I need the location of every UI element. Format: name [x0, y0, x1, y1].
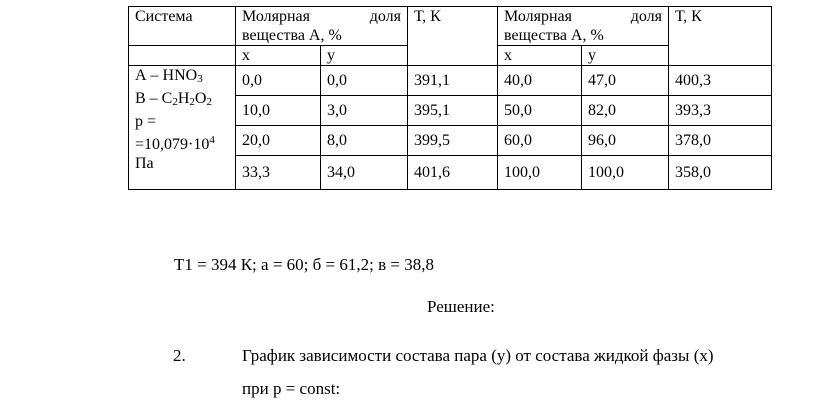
- table-cell: 96,0: [582, 126, 669, 156]
- table-cell: 47,0: [582, 66, 669, 96]
- table-cell: 391,1: [408, 66, 498, 96]
- system-cell: [129, 66, 236, 190]
- table-cell: 0,0: [236, 66, 321, 96]
- header-y-1: у: [321, 46, 408, 66]
- header-molar-fraction-1: Молярная доля вещества А, %: [236, 7, 408, 46]
- table-cell: 400,3: [669, 66, 772, 96]
- given-values: Т1 = 394 К; а = 60; б = 61,2; в = 38,8: [174, 255, 434, 274]
- table-cell: 399,5: [408, 126, 498, 156]
- table-cell: 33,3: [236, 156, 321, 190]
- header-x-2: х: [498, 46, 582, 66]
- table-cell: 100,0: [582, 156, 669, 190]
- table-cell: 358,0: [669, 156, 772, 190]
- table-cell: 10,0: [236, 96, 321, 126]
- step-text-line2: при р = const:: [242, 379, 341, 398]
- pressure-label: p =: [135, 113, 157, 130]
- header-x-1: х: [236, 46, 321, 66]
- table-cell: 393,3: [669, 96, 772, 126]
- header-temp-1: Т, К: [408, 7, 498, 66]
- component-b: В – $C_2H_2O_2$: [135, 90, 212, 108]
- table-cell: 100,0: [498, 156, 582, 190]
- table-cell: 82,0: [582, 96, 669, 126]
- table-cell: 40,0: [498, 66, 582, 96]
- table-cell: 20,0: [236, 126, 321, 156]
- data-table: [128, 6, 772, 190]
- header-system-spacer: [129, 46, 236, 66]
- header-molar-fraction-2: Молярная доля вещества А, %: [498, 7, 669, 46]
- step-text-line1: График зависимости состава пара (у) от состава жидкой фазы (х): [242, 346, 714, 365]
- table-cell: 50,0: [498, 96, 582, 126]
- step-number: 2.: [173, 346, 186, 365]
- table-cell: 8,0: [321, 126, 408, 156]
- header-system: Система: [129, 7, 236, 46]
- table-cell: 34,0: [321, 156, 408, 190]
- table-cell: 401,6: [408, 156, 498, 190]
- table-cell: 395,1: [408, 96, 498, 126]
- table-cell: 60,0: [498, 126, 582, 156]
- pressure-unit: Па: [135, 155, 154, 172]
- solution-heading: Решение:: [427, 297, 495, 316]
- table-cell: 0,0: [321, 66, 408, 96]
- table-cell: 378,0: [669, 126, 772, 156]
- header-y-2: у: [582, 46, 669, 66]
- table-cell: 3,0: [321, 96, 408, 126]
- component-a: А – $HNO_3$: [135, 67, 203, 85]
- pressure-value: $=10,079\cdot 10^4$: [135, 134, 215, 153]
- header-temp-2: Т, К: [669, 7, 772, 66]
